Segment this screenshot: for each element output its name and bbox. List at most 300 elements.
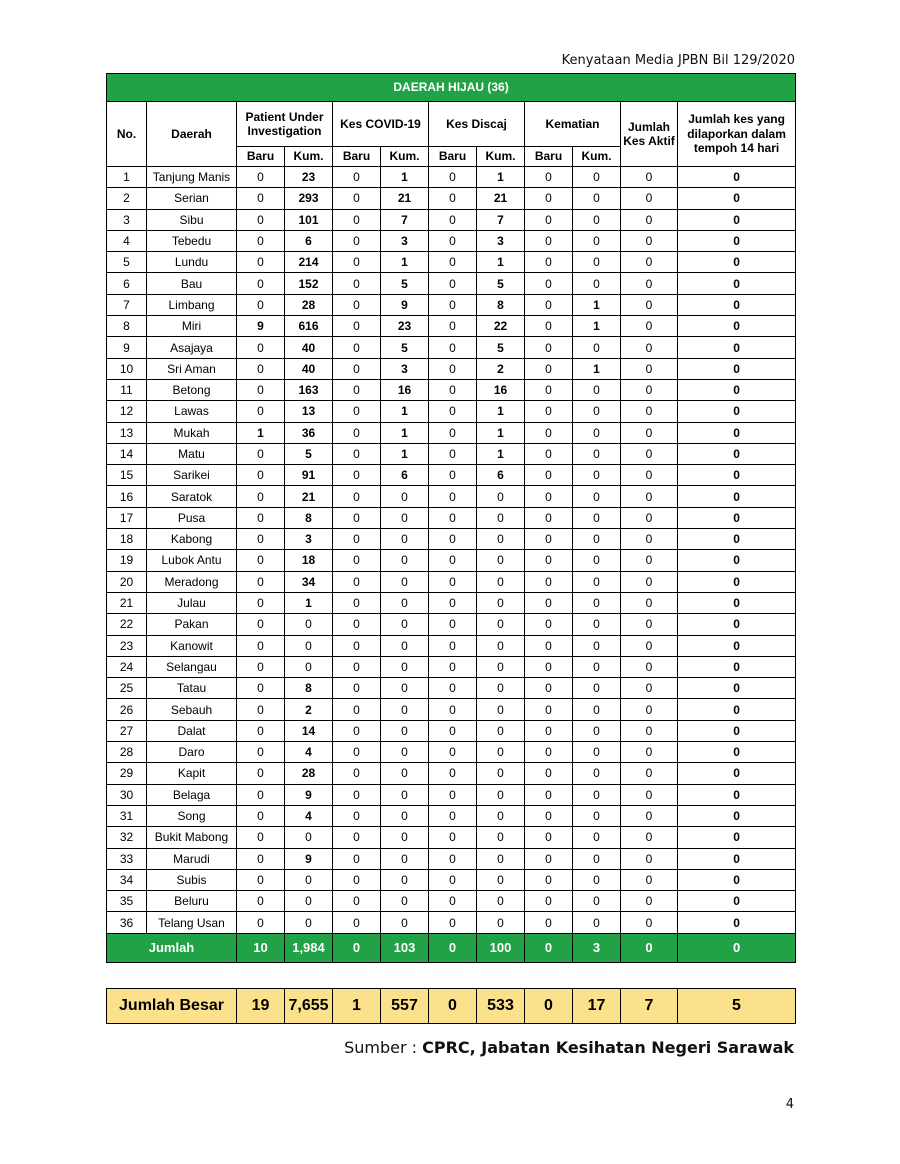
table-cell: 0 [573,209,621,230]
table-cell: 0 [237,720,285,741]
table-cell: 0 [333,614,381,635]
table-cell: 1 [477,422,525,443]
total-cell: 103 [381,933,429,962]
table-cell: 0 [573,805,621,826]
table-cell: 0 [285,827,333,848]
table-cell: 0 [381,507,429,528]
table-cell: 0 [381,827,429,848]
table-cell: 0 [477,571,525,592]
table-cell: 0 [429,230,477,251]
grand-total-table [106,988,796,1024]
row-number: 16 [107,486,147,507]
table-cell: 40 [285,358,333,379]
table-cell: 21 [285,486,333,507]
table-cell: 0 [525,614,573,635]
table-cell: 0 [678,592,796,613]
grand-total-row [107,989,796,1024]
daerah-name: Serian [147,188,237,209]
table-cell: 0 [678,188,796,209]
table-cell: 0 [621,656,678,677]
table-cell: 0 [573,252,621,273]
table-cell: 0 [525,805,573,826]
daerah-hijau-table [106,73,796,963]
table-cell: 0 [621,742,678,763]
table-row [107,294,796,315]
table-cell: 0 [381,699,429,720]
table-cell: 0 [429,635,477,656]
table-row [107,337,796,358]
row-number: 12 [107,401,147,422]
table-cell: 0 [381,805,429,826]
table-cell: 0 [237,529,285,550]
table-cell: 0 [429,550,477,571]
row-number: 18 [107,529,147,550]
table-cell: 0 [573,188,621,209]
table-cell: 34 [285,571,333,592]
row-number: 29 [107,763,147,784]
table-cell: 0 [678,869,796,890]
total-label: Jumlah [107,933,237,962]
table-cell: 0 [477,699,525,720]
table-cell: 0 [621,337,678,358]
table-cell: 0 [573,230,621,251]
table-cell: 0 [678,252,796,273]
table-cell: 5 [381,273,429,294]
table-cell: 0 [429,252,477,273]
table-cell: 1 [477,401,525,422]
table-cell: 0 [678,422,796,443]
table-cell: 0 [573,273,621,294]
table-cell: 40 [285,337,333,358]
table-cell: 0 [237,188,285,209]
table-cell: 0 [333,656,381,677]
table-cell: 8 [477,294,525,315]
table-cell: 0 [429,294,477,315]
table-cell: 0 [525,465,573,486]
table-cell: 0 [525,912,573,933]
row-number: 33 [107,848,147,869]
table-cell: 4 [285,742,333,763]
row-number: 36 [107,912,147,933]
table-cell: 21 [381,188,429,209]
table-cell: 0 [381,869,429,890]
row-number: 10 [107,358,147,379]
table-cell: 0 [285,912,333,933]
table-row [107,678,796,699]
table-cell: 0 [333,486,381,507]
table-cell: 0 [477,486,525,507]
table-cell: 0 [333,167,381,188]
table-cell: 16 [477,379,525,400]
table-cell: 0 [333,805,381,826]
table-row [107,656,796,677]
table-row [107,592,796,613]
table-cell: 0 [429,912,477,933]
table-cell: 0 [621,507,678,528]
table-row [107,571,796,592]
daerah-name: Saratok [147,486,237,507]
table-cell: 0 [678,848,796,869]
table-cell: 0 [333,379,381,400]
table-cell: 3 [381,358,429,379]
table-cell: 0 [621,209,678,230]
table-cell: 0 [678,529,796,550]
table-row [107,486,796,507]
table-cell: 0 [525,699,573,720]
table-cell: 0 [621,699,678,720]
table-row [107,379,796,400]
table-cell: 0 [477,720,525,741]
row-number: 20 [107,571,147,592]
table-cell: 0 [477,763,525,784]
table-cell: 2 [477,358,525,379]
table-cell: 616 [285,316,333,337]
table-cell: 3 [477,230,525,251]
table-cell: 0 [333,230,381,251]
table-cell: 0 [621,252,678,273]
table-cell: 0 [678,294,796,315]
table-cell: 0 [381,784,429,805]
table-cell: 0 [477,784,525,805]
table-cell: 0 [429,188,477,209]
table-cell: 0 [429,869,477,890]
table-cell: 0 [678,486,796,507]
table-cell: 0 [621,465,678,486]
source-label: Sumber : [344,1038,418,1057]
table-cell: 0 [678,465,796,486]
table-cell: 0 [678,656,796,677]
table-cell: 0 [429,742,477,763]
total-cell: 10 [237,933,285,962]
total-cell: 0 [678,933,796,962]
table-cell: 0 [285,891,333,912]
table-row [107,443,796,464]
daerah-name: Matu [147,443,237,464]
table-cell: 0 [525,869,573,890]
grand-total-cell: 1 [333,989,381,1024]
daerah-name: Sarikei [147,465,237,486]
table-row [107,209,796,230]
grand-total-cell: 557 [381,989,429,1024]
table-cell: 0 [429,507,477,528]
table-row [107,465,796,486]
table-row [107,230,796,251]
grand-total-label: Jumlah Besar [107,989,237,1024]
table-cell: 0 [678,763,796,784]
table-cell: 0 [333,869,381,890]
table-cell: 0 [573,848,621,869]
table-cell: 0 [333,529,381,550]
table-cell: 0 [573,443,621,464]
table-cell: 0 [573,869,621,890]
table-cell: 0 [573,167,621,188]
total-cell: 1,984 [285,933,333,962]
table-cell: 0 [333,635,381,656]
table-cell: 0 [285,635,333,656]
daerah-name: Kapit [147,763,237,784]
table-cell: 0 [573,486,621,507]
daerah-name: Marudi [147,848,237,869]
table-cell: 0 [678,720,796,741]
header-kes-covid: Kes COVID-19 [333,102,429,147]
table-cell: 18 [285,550,333,571]
table-cell: 0 [381,550,429,571]
table-cell: 0 [333,422,381,443]
table-cell: 0 [333,358,381,379]
table-cell: 0 [573,912,621,933]
table-cell: 0 [678,891,796,912]
row-number: 31 [107,805,147,826]
table-cell: 3 [381,230,429,251]
header-baru: Baru [525,147,573,167]
table-row [107,614,796,635]
daerah-name: Selangau [147,656,237,677]
table-cell: 0 [237,742,285,763]
header-no: No. [107,102,147,167]
table-cell: 0 [621,316,678,337]
table-cell: 0 [621,294,678,315]
table-cell: 0 [678,635,796,656]
daerah-name: Beluru [147,891,237,912]
table-cell: 5 [477,337,525,358]
daerah-name: Telang Usan [147,912,237,933]
daerah-name: Lubok Antu [147,550,237,571]
daerah-name: Daro [147,742,237,763]
table-cell: 0 [237,656,285,677]
table-cell: 0 [525,294,573,315]
table-cell: 0 [333,891,381,912]
table-cell: 0 [429,614,477,635]
table-cell: 0 [237,592,285,613]
table-cell: 0 [573,784,621,805]
table-cell: 0 [477,912,525,933]
header-pui: Patient Under Investigation [237,102,333,147]
table-cell: 0 [237,465,285,486]
table-cell: 0 [573,571,621,592]
table-cell: 0 [333,784,381,805]
table-body [107,167,796,934]
table-cell: 1 [237,422,285,443]
table-cell: 0 [678,742,796,763]
total-cell: 0 [429,933,477,962]
table-cell: 163 [285,379,333,400]
table-cell: 0 [525,550,573,571]
table-cell: 1 [477,167,525,188]
table-cell: 0 [621,571,678,592]
grand-total-cell: 5 [678,989,796,1024]
table-row [107,912,796,933]
table-cell: 0 [333,188,381,209]
table-row [107,763,796,784]
table-cell: 0 [477,635,525,656]
table-cell: 1 [477,443,525,464]
table-cell: 0 [381,848,429,869]
row-number: 15 [107,465,147,486]
table-cell: 0 [621,848,678,869]
table-cell: 0 [525,443,573,464]
table-title: DAERAH HIJAU (36) [107,74,796,102]
table-cell: 0 [381,614,429,635]
table-cell: 0 [429,358,477,379]
table-cell: 1 [381,167,429,188]
table-cell: 0 [333,252,381,273]
table-cell: 7 [381,209,429,230]
row-number: 14 [107,443,147,464]
table-cell: 0 [621,827,678,848]
table-cell: 0 [285,869,333,890]
table-cell: 0 [381,486,429,507]
grand-total-cell: 0 [429,989,477,1024]
header-baru: Baru [237,147,285,167]
table-cell: 0 [621,784,678,805]
source-note [344,1038,794,1057]
table-cell: 0 [237,571,285,592]
table-cell: 0 [237,401,285,422]
table-cell: 0 [333,678,381,699]
table-cell: 0 [381,720,429,741]
table-row [107,507,796,528]
table-cell: 0 [573,742,621,763]
row-number: 26 [107,699,147,720]
daerah-name: Lawas [147,401,237,422]
daerah-name: Miri [147,316,237,337]
table-cell: 0 [237,167,285,188]
table-cell: 0 [678,337,796,358]
table-cell: 0 [333,742,381,763]
table-cell: 0 [333,316,381,337]
table-cell: 0 [525,273,573,294]
table-cell: 0 [573,465,621,486]
table-cell: 0 [381,912,429,933]
table-cell: 0 [477,848,525,869]
table-cell: 91 [285,465,333,486]
table-cell: 0 [333,848,381,869]
table-cell: 5 [477,273,525,294]
grand-total-cell: 7,655 [285,989,333,1024]
total-cell: 0 [333,933,381,962]
table-cell: 0 [333,571,381,592]
table-cell: 6 [381,465,429,486]
table-cell: 0 [573,422,621,443]
table-cell: 0 [525,891,573,912]
row-number: 11 [107,379,147,400]
table-cell: 0 [678,209,796,230]
table-cell: 0 [678,316,796,337]
table-cell: 0 [477,827,525,848]
header-daerah: Daerah [147,102,237,167]
table-cell: 0 [429,656,477,677]
table-cell: 0 [573,401,621,422]
table-cell: 23 [285,167,333,188]
table-cell: 0 [381,678,429,699]
table-cell: 0 [333,401,381,422]
row-number: 13 [107,422,147,443]
table-cell: 22 [477,316,525,337]
daerah-name: Sebauh [147,699,237,720]
table-cell: 3 [285,529,333,550]
table-cell: 0 [525,571,573,592]
daerah-name: Tanjung Manis [147,167,237,188]
table-cell: 0 [621,678,678,699]
table-cell: 0 [621,763,678,784]
table-cell: 0 [678,273,796,294]
table-cell: 0 [477,529,525,550]
table-cell: 1 [477,252,525,273]
header-tempoh-14-hari: Jumlah kes yang dilaporkan dalam tempoh 14 hari [678,102,796,167]
table-cell: 2 [285,699,333,720]
table-cell: 0 [381,763,429,784]
total-cell: 0 [621,933,678,962]
table-row [107,550,796,571]
table-cell: 0 [237,443,285,464]
table-cell: 0 [621,891,678,912]
table-cell: 0 [429,891,477,912]
table-cell: 0 [621,443,678,464]
table-cell: 0 [525,230,573,251]
table-cell: 0 [573,614,621,635]
table-row [107,805,796,826]
table-row [107,891,796,912]
table-cell: 0 [429,784,477,805]
table-cell: 0 [429,678,477,699]
table-cell: 0 [381,571,429,592]
table-cell: 0 [477,678,525,699]
row-number: 6 [107,273,147,294]
table-cell: 0 [237,805,285,826]
table-row [107,188,796,209]
table-cell: 0 [237,912,285,933]
row-number: 8 [107,316,147,337]
table-cell: 0 [333,592,381,613]
daerah-name: Tatau [147,678,237,699]
table-cell: 0 [621,379,678,400]
daerah-name: Meradong [147,571,237,592]
table-cell: 0 [333,294,381,315]
table-cell: 0 [621,550,678,571]
table-cell: 0 [237,891,285,912]
table-cell: 0 [333,443,381,464]
table-cell: 0 [678,678,796,699]
daerah-name: Subis [147,869,237,890]
table-cell: 0 [621,614,678,635]
table-cell: 0 [381,656,429,677]
table-cell: 7 [477,209,525,230]
table-cell: 0 [573,891,621,912]
table-row [107,848,796,869]
table-cell: 6 [285,230,333,251]
table-cell: 0 [678,379,796,400]
table-cell: 1 [381,252,429,273]
table-cell: 0 [333,507,381,528]
header-kematian: Kematian [525,102,621,147]
header-baru: Baru [333,147,381,167]
table-cell: 0 [237,699,285,720]
total-cell: 3 [573,933,621,962]
table-cell: 0 [429,486,477,507]
table-cell: 0 [285,614,333,635]
grand-total-cell: 533 [477,989,525,1024]
row-number: 23 [107,635,147,656]
table-cell: 0 [621,720,678,741]
table-cell: 0 [525,167,573,188]
table-cell: 0 [429,571,477,592]
table-cell: 0 [429,805,477,826]
daerah-name: Mukah [147,422,237,443]
table-row [107,316,796,337]
header-kum: Kum. [381,147,429,167]
daerah-name: Kabong [147,529,237,550]
table-cell: 0 [525,656,573,677]
